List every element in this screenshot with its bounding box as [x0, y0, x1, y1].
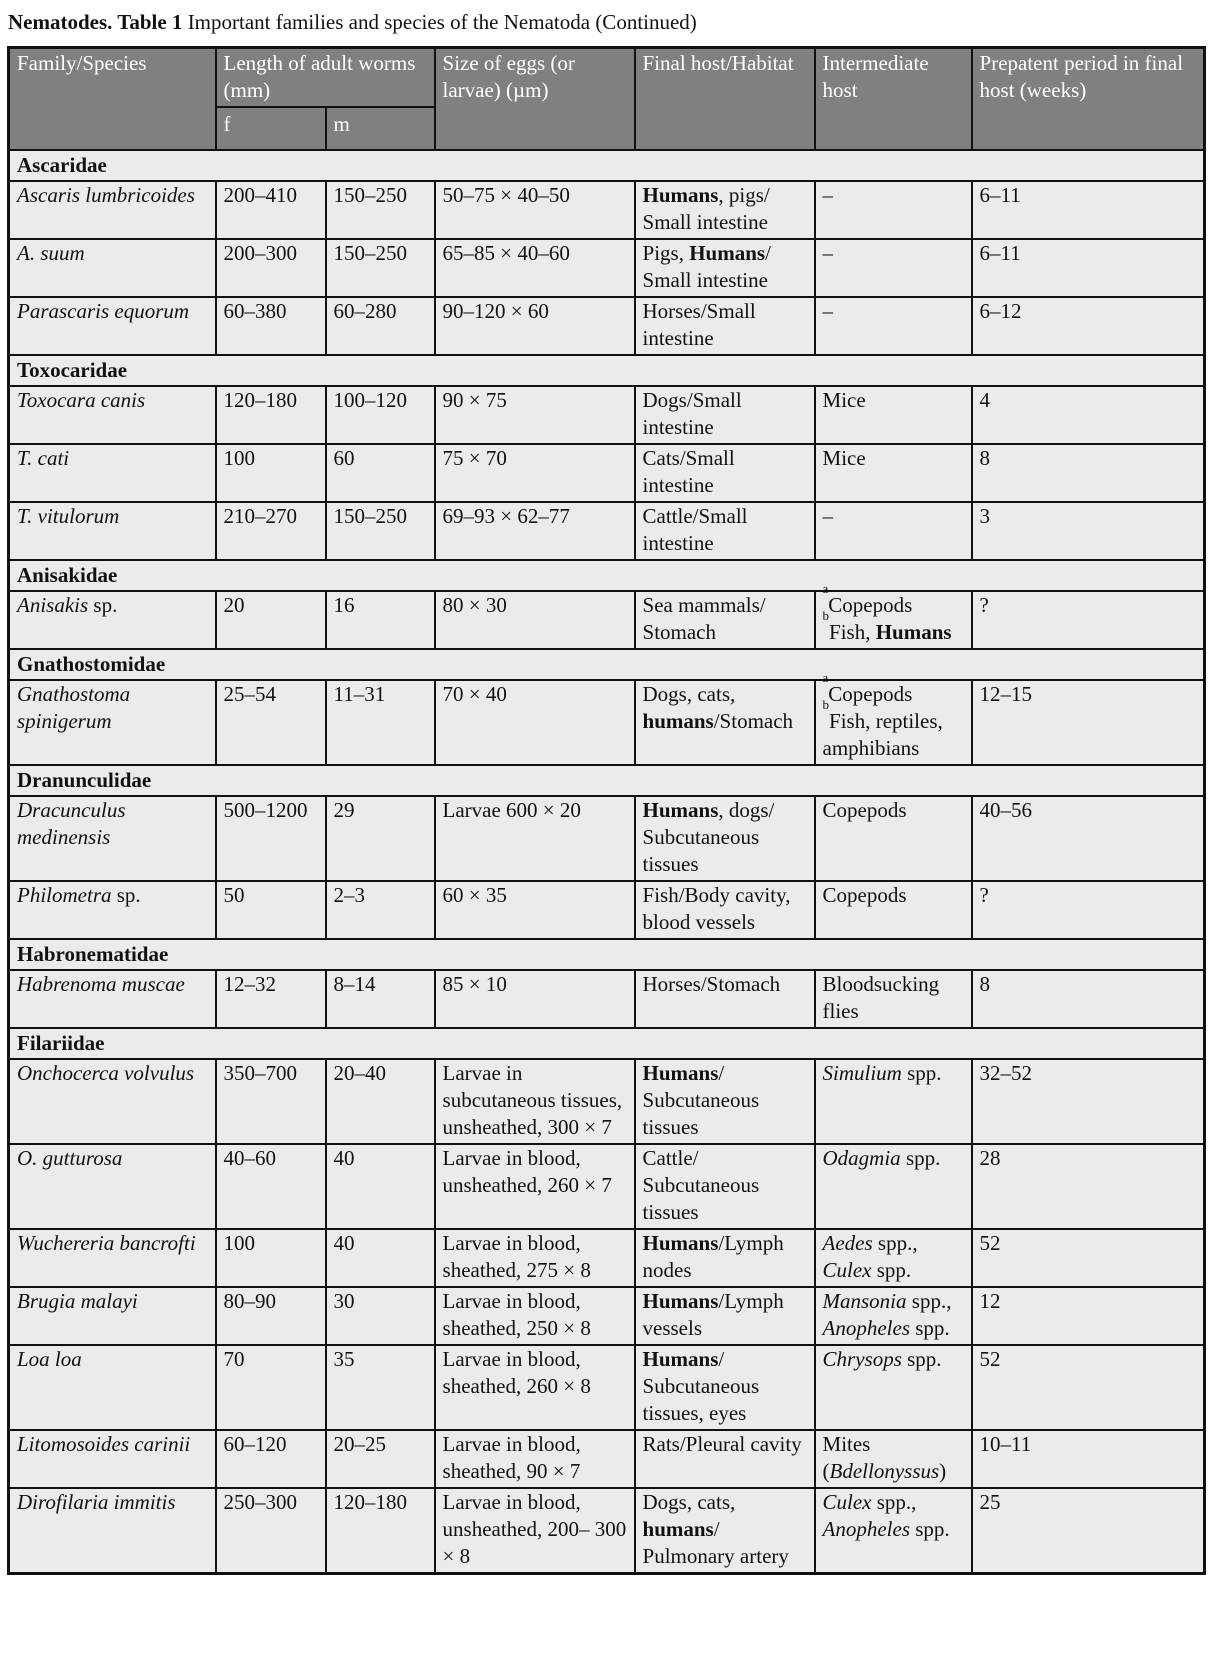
- text-run: / Subcutaneous tissues, eyes: [642, 1347, 760, 1425]
- species-cell: [9, 680, 216, 765]
- text-run: spp.: [910, 1517, 950, 1541]
- text-run: Litomosoides carinii: [17, 1432, 191, 1456]
- text-run: humans: [642, 1517, 714, 1541]
- length-female-cell: 70: [216, 1345, 326, 1430]
- header-prepatent-period: Prepatent period in final host (weeks): [972, 48, 1205, 151]
- table-row: [9, 591, 1205, 649]
- table-caption: [8, 8, 697, 36]
- text-run: Sea mammals/ Stomach: [642, 593, 766, 644]
- nematoda-table: [7, 46, 1206, 1575]
- length-female-cell: 500–1200: [216, 796, 326, 881]
- text-run: Humans: [642, 183, 719, 207]
- length-male-cell: 120–180: [326, 1488, 435, 1574]
- length-male-cell: 11–31: [326, 680, 435, 765]
- text-run: 85 × 10: [442, 972, 507, 996]
- text-run: Habrenoma muscae: [17, 972, 185, 996]
- prepatent-cell: 6–11: [972, 239, 1205, 297]
- text-run: / Small intestine: [642, 241, 771, 292]
- length-female-cell: 50: [216, 881, 326, 939]
- table-row: [9, 796, 1205, 881]
- text-run: Copepods: [822, 883, 907, 907]
- intermediate-host-cell: [815, 297, 972, 355]
- prepatent-cell: 6–11: [972, 181, 1205, 239]
- final-host-cell: [635, 1430, 815, 1488]
- text-run: Cattle/ Subcutaneous tissues: [642, 1146, 760, 1224]
- text-run: Culex: [822, 1490, 872, 1514]
- egg-size-cell: [435, 1287, 635, 1345]
- table-row: [9, 1430, 1205, 1488]
- length-female-cell: 60–380: [216, 297, 326, 355]
- prepatent-cell: 40–56: [972, 796, 1205, 881]
- intermediate-host-cell: [815, 181, 972, 239]
- family-row: [9, 939, 1205, 970]
- length-male-cell: 35: [326, 1345, 435, 1430]
- text-run: Larvae in blood, sheathed, 275 × 8: [442, 1231, 591, 1282]
- prepatent-cell: 32–52: [972, 1059, 1205, 1144]
- text-run: Wuchereria bancrofti: [17, 1231, 196, 1255]
- text-run: Loa loa: [17, 1347, 82, 1371]
- text-run: Humans: [642, 1061, 719, 1085]
- text-run: Humans: [875, 620, 952, 644]
- text-run: –: [822, 183, 834, 207]
- header-length-female: f: [216, 107, 326, 150]
- text-run: Cats/Small intestine: [642, 446, 735, 497]
- text-run: Bloodsucking flies: [822, 972, 940, 1023]
- final-host-cell: [635, 239, 815, 297]
- text-run: 80 × 30: [442, 593, 507, 617]
- text-run: A. suum: [17, 241, 85, 265]
- table-row: [9, 239, 1205, 297]
- final-host-cell: [635, 1345, 815, 1430]
- text-run: Fish/Body cavity, blood vessels: [642, 883, 791, 934]
- intermediate-host-cell: [815, 881, 972, 939]
- species-cell: [9, 1059, 216, 1144]
- header-intermediate-host: Intermediate host: [815, 48, 972, 151]
- final-host-cell: [635, 591, 815, 649]
- text-run: 90 × 75: [442, 388, 507, 412]
- table-header: [9, 48, 1205, 151]
- text-run: –: [822, 241, 834, 265]
- text-run: Dogs, cats,: [642, 682, 736, 706]
- prepatent-cell: 12: [972, 1287, 1205, 1345]
- text-run: Chrysops: [822, 1347, 902, 1371]
- family-row: [9, 560, 1205, 591]
- egg-size-cell: [435, 1229, 635, 1287]
- family-row: [9, 150, 1205, 181]
- header-family-species: Family/Species: [9, 48, 216, 151]
- text-run: /Lymph nodes: [642, 1231, 784, 1282]
- text-run: Dogs, cats,: [642, 1490, 736, 1514]
- intermediate-host-cell: [815, 1430, 972, 1488]
- species-cell: [9, 1430, 216, 1488]
- species-cell: [9, 881, 216, 939]
- length-male-cell: 20–40: [326, 1059, 435, 1144]
- length-male-cell: 60: [326, 444, 435, 502]
- length-female-cell: 60–120: [216, 1430, 326, 1488]
- prepatent-cell: 52: [972, 1345, 1205, 1430]
- table-row: [9, 1229, 1205, 1287]
- text-run: Horses/Stomach: [642, 972, 781, 996]
- final-host-cell: [635, 796, 815, 881]
- length-female-cell: 12–32: [216, 970, 326, 1028]
- prepatent-cell: 8: [972, 970, 1205, 1028]
- text-run: Mice: [822, 388, 866, 412]
- text-run: 60 × 35: [442, 883, 507, 907]
- table-body: [9, 150, 1205, 1574]
- caption-text: Important families and species of the Nematoda: [187, 10, 591, 34]
- text-run: Bdellonyssus: [829, 1459, 940, 1483]
- species-cell: [9, 1345, 216, 1430]
- egg-size-cell: [435, 181, 635, 239]
- text-run: Larvae 600 × 20: [442, 798, 581, 822]
- length-female-cell: 120–180: [216, 386, 326, 444]
- header-length-male: m: [326, 107, 435, 150]
- length-female-cell: 100: [216, 444, 326, 502]
- text-run: , pigs/ Small intestine: [642, 183, 770, 234]
- final-host-cell: [635, 181, 815, 239]
- egg-size-cell: [435, 1059, 635, 1144]
- table-row: [9, 1345, 1205, 1430]
- final-host-cell: [635, 1229, 815, 1287]
- length-male-cell: 150–250: [326, 181, 435, 239]
- text-run: spp.: [901, 1061, 942, 1085]
- species-cell: [9, 591, 216, 649]
- text-run: 65–85 × 40–60: [442, 241, 570, 265]
- intermediate-host-cell: [815, 1287, 972, 1345]
- species-cell: [9, 502, 216, 560]
- final-host-cell: [635, 297, 815, 355]
- family-row: [9, 1028, 1205, 1059]
- text-run: Horses/Small intestine: [642, 299, 756, 350]
- intermediate-host-cell: [815, 796, 972, 881]
- intermediate-host-cell: [815, 444, 972, 502]
- text-run: Rats/Pleural cavity: [642, 1432, 802, 1456]
- text-run: spp.,: [871, 1490, 917, 1514]
- footnote-marker: a: [822, 581, 829, 596]
- text-run: O. gutturosa: [17, 1146, 123, 1170]
- text-run: spp.: [900, 1146, 941, 1170]
- table-row: [9, 680, 1205, 765]
- table-row: [9, 970, 1205, 1028]
- species-cell: [9, 1144, 216, 1229]
- length-male-cell: 60–280: [326, 297, 435, 355]
- text-run: Cattle/Small intestine: [642, 504, 748, 555]
- table-row: [9, 881, 1205, 939]
- text-run: Fish, reptiles, amphibians: [822, 709, 943, 760]
- text-run: Larvae in subcutaneous tissues, unsheathed, 300 × 7: [442, 1061, 623, 1139]
- text-run: –: [822, 299, 834, 323]
- length-female-cell: 25–54: [216, 680, 326, 765]
- table-row: [9, 181, 1205, 239]
- final-host-cell: [635, 680, 815, 765]
- final-host-cell: [635, 1059, 815, 1144]
- text-run: Copepods: [828, 593, 913, 617]
- egg-size-cell: [435, 239, 635, 297]
- table-row: [9, 297, 1205, 355]
- text-run: Larvae in blood, sheathed, 250 × 8: [442, 1289, 591, 1340]
- text-run: Pigs,: [642, 241, 690, 265]
- text-run: Larvae in blood, unsheathed, 200– 300 × 8: [442, 1490, 627, 1568]
- footnote-marker: b: [822, 697, 830, 712]
- text-run: Culex: [822, 1258, 872, 1282]
- text-run: spp.: [910, 1316, 950, 1340]
- table-row: [9, 1059, 1205, 1144]
- length-male-cell: 29: [326, 796, 435, 881]
- text-run: 69–93 × 62–77: [442, 504, 570, 528]
- header-final-host: Final host/Habitat: [635, 48, 815, 151]
- species-cell: [9, 239, 216, 297]
- text-run: / Subcutaneous tissues: [642, 1061, 760, 1139]
- text-run: Humans: [642, 1347, 719, 1371]
- length-female-cell: 80–90: [216, 1287, 326, 1345]
- length-female-cell: 40–60: [216, 1144, 326, 1229]
- text-run: Mites (: [822, 1432, 871, 1483]
- text-run: spp.: [901, 1347, 942, 1371]
- text-run: Brugia malayi: [17, 1289, 138, 1313]
- egg-size-cell: [435, 1488, 635, 1574]
- text-run: Dracunculus medinensis: [17, 798, 126, 849]
- text-run: Philometra: [17, 883, 112, 907]
- prepatent-cell: 25: [972, 1488, 1205, 1574]
- text-run: ): [939, 1459, 947, 1483]
- species-cell: [9, 1229, 216, 1287]
- family-name: Gnathostomidae: [9, 649, 1205, 680]
- text-run: Aedes: [822, 1231, 873, 1255]
- family-name: Anisakidae: [9, 560, 1205, 591]
- text-run: Onchocerca volvulus: [17, 1061, 195, 1085]
- egg-size-cell: [435, 444, 635, 502]
- text-run: 50–75 × 40–50: [442, 183, 570, 207]
- text-run: Mansonia: [822, 1289, 907, 1313]
- family-name: Ascaridae: [9, 150, 1205, 181]
- species-cell: [9, 796, 216, 881]
- text-run: Odagmia: [822, 1146, 901, 1170]
- length-male-cell: 8–14: [326, 970, 435, 1028]
- length-male-cell: 30: [326, 1287, 435, 1345]
- intermediate-host-cell: [815, 1144, 972, 1229]
- length-male-cell: 16: [326, 591, 435, 649]
- text-run: Mice: [822, 446, 866, 470]
- text-run: –: [822, 504, 834, 528]
- text-run: Dogs/Small intestine: [642, 388, 742, 439]
- text-run: Larvae in blood, unsheathed, 260 × 7: [442, 1146, 612, 1197]
- text-run: Humans: [642, 1231, 719, 1255]
- text-run: T. cati: [17, 446, 70, 470]
- length-male-cell: 40: [326, 1229, 435, 1287]
- intermediate-host-cell: [815, 1229, 972, 1287]
- egg-size-cell: [435, 386, 635, 444]
- egg-size-cell: [435, 1345, 635, 1430]
- header-length-adult-worms: Length of adult worms (mm): [216, 48, 435, 108]
- intermediate-host-cell: [815, 670, 972, 765]
- prepatent-cell: 6–12: [972, 297, 1205, 355]
- family-row: [9, 765, 1205, 796]
- egg-size-cell: [435, 1144, 635, 1229]
- text-run: Humans: [642, 798, 719, 822]
- egg-size-cell: [435, 881, 635, 939]
- final-host-cell: [635, 1287, 815, 1345]
- prepatent-cell: ?: [972, 881, 1205, 939]
- text-run: Anopheles: [822, 1517, 910, 1541]
- table-row: [9, 444, 1205, 502]
- length-male-cell: 150–250: [326, 502, 435, 560]
- text-run: Copepods: [828, 682, 913, 706]
- prepatent-cell: 8: [972, 444, 1205, 502]
- egg-size-cell: [435, 1430, 635, 1488]
- length-female-cell: 210–270: [216, 502, 326, 560]
- text-run: /Stomach: [713, 709, 794, 733]
- text-run: Simulium: [822, 1061, 902, 1085]
- intermediate-host-cell: [815, 386, 972, 444]
- table-row: [9, 1144, 1205, 1229]
- length-female-cell: 100: [216, 1229, 326, 1287]
- text-run: Gnathostoma spinigerum: [17, 682, 131, 733]
- table-row: [9, 502, 1205, 560]
- intermediate-host-cell: [815, 239, 972, 297]
- intermediate-host-cell: [815, 1059, 972, 1144]
- prepatent-cell: 3: [972, 502, 1205, 560]
- header-egg-size: Size of eggs (or larvae) (µm): [435, 48, 635, 151]
- text-run: Humans: [689, 241, 766, 265]
- family-name: Dranunculidae: [9, 765, 1205, 796]
- text-run: spp.: [871, 1258, 912, 1282]
- text-run: 70 × 40: [442, 682, 507, 706]
- family-name: Toxocaridae: [9, 355, 1205, 386]
- prepatent-cell: 4: [972, 386, 1205, 444]
- text-run: spp.,: [872, 1231, 918, 1255]
- intermediate-host-cell: [815, 970, 972, 1028]
- text-run: 75 × 70: [442, 446, 507, 470]
- final-host-cell: [635, 881, 815, 939]
- species-cell: [9, 386, 216, 444]
- table-row: [9, 1287, 1205, 1345]
- text-run: sp.: [111, 883, 141, 907]
- species-cell: [9, 970, 216, 1028]
- text-run: spp.,: [906, 1289, 952, 1313]
- length-male-cell: 100–120: [326, 386, 435, 444]
- egg-size-cell: [435, 796, 635, 881]
- final-host-cell: [635, 970, 815, 1028]
- text-run: Copepods: [822, 798, 907, 822]
- final-host-cell: [635, 386, 815, 444]
- text-run: sp.: [88, 593, 118, 617]
- text-run: Larvae in blood, sheathed, 260 × 8: [442, 1347, 591, 1398]
- final-host-cell: [635, 1144, 815, 1229]
- length-female-cell: 20: [216, 591, 326, 649]
- footnote-marker: b: [822, 608, 830, 623]
- text-run: Anopheles: [822, 1316, 910, 1340]
- family-name: Filariidae: [9, 1028, 1205, 1059]
- text-run: Toxocara canis: [17, 388, 146, 412]
- intermediate-host-cell: [815, 1488, 972, 1574]
- table-row: [9, 386, 1205, 444]
- table-row: [9, 1488, 1205, 1574]
- species-cell: [9, 181, 216, 239]
- prepatent-cell: ?: [972, 591, 1205, 649]
- text-run: humans: [642, 709, 714, 733]
- family-row: [9, 649, 1205, 680]
- text-run: T. vitulorum: [17, 504, 120, 528]
- text-run: 90–120 × 60: [442, 299, 549, 323]
- caption-suffix: (Continued): [595, 10, 697, 34]
- length-female-cell: 200–410: [216, 181, 326, 239]
- egg-size-cell: [435, 502, 635, 560]
- intermediate-host-cell: [815, 502, 972, 560]
- species-cell: [9, 1287, 216, 1345]
- length-female-cell: 350–700: [216, 1059, 326, 1144]
- text-run: /Lymph vessels: [642, 1289, 784, 1340]
- caption-label: Nematodes. Table 1: [8, 10, 183, 34]
- final-host-cell: [635, 1488, 815, 1574]
- length-male-cell: 20–25: [326, 1430, 435, 1488]
- text-run: / Pulmonary artery: [642, 1517, 789, 1568]
- length-male-cell: 2–3: [326, 881, 435, 939]
- text-run: Ascaris lumbricoides: [17, 183, 195, 207]
- text-run: Fish,: [829, 620, 876, 644]
- egg-size-cell: [435, 680, 635, 765]
- egg-size-cell: [435, 591, 635, 649]
- prepatent-cell: 28: [972, 1144, 1205, 1229]
- length-female-cell: 200–300: [216, 239, 326, 297]
- egg-size-cell: [435, 297, 635, 355]
- prepatent-cell: 12–15: [972, 680, 1205, 765]
- text-run: Humans: [642, 1289, 719, 1313]
- length-male-cell: 40: [326, 1144, 435, 1229]
- family-name: Habronematidae: [9, 939, 1205, 970]
- text-run: Larvae in blood, sheathed, 90 × 7: [442, 1432, 581, 1483]
- egg-size-cell: [435, 970, 635, 1028]
- text-run: Anisakis: [17, 593, 89, 617]
- length-male-cell: 150–250: [326, 239, 435, 297]
- family-row: [9, 355, 1205, 386]
- species-cell: [9, 1488, 216, 1574]
- text-run: Parascaris equorum: [17, 299, 190, 323]
- length-female-cell: 250–300: [216, 1488, 326, 1574]
- final-host-cell: [635, 444, 815, 502]
- species-cell: [9, 297, 216, 355]
- final-host-cell: [635, 502, 815, 560]
- intermediate-host-cell: [815, 1345, 972, 1430]
- prepatent-cell: 52: [972, 1229, 1205, 1287]
- intermediate-host-cell: [815, 581, 972, 649]
- text-run: , dogs/ Subcutaneous tissues: [642, 798, 775, 876]
- footnote-marker: a: [822, 670, 829, 685]
- prepatent-cell: 10–11: [972, 1430, 1205, 1488]
- species-cell: [9, 444, 216, 502]
- text-run: Dirofilaria immitis: [17, 1490, 176, 1514]
